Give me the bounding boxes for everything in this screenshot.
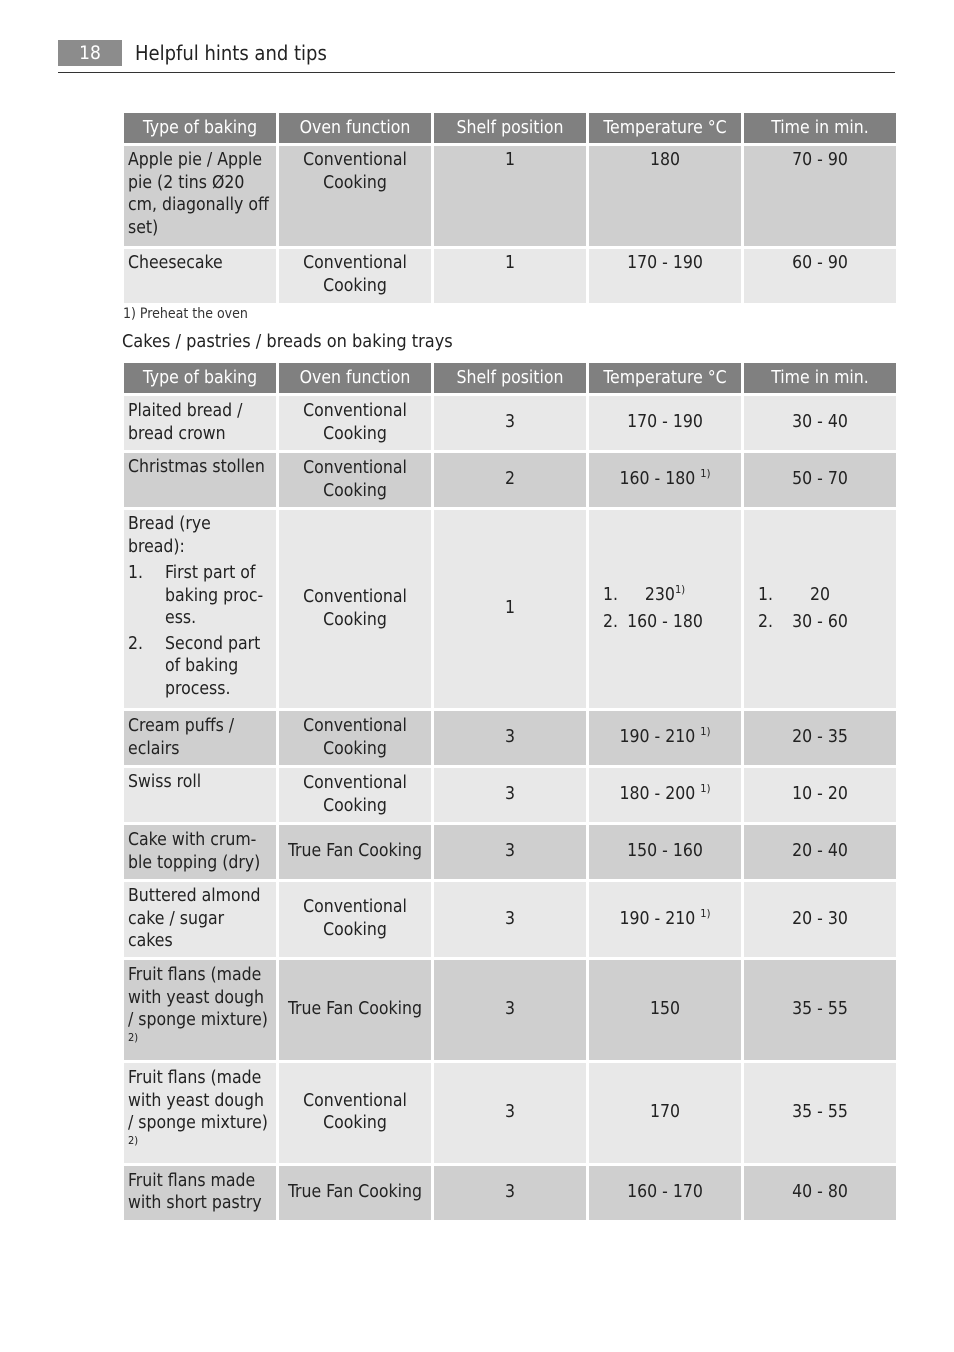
footnote-ref: 2): [128, 1133, 139, 1147]
cell-time: 20 - 40: [744, 825, 896, 879]
section-title: Helpful hints and tips: [135, 41, 327, 65]
cell-time: [744, 510, 896, 708]
header-type: Type of baking: [124, 363, 276, 393]
cell-temperature: 150: [589, 960, 741, 1060]
cell-temperature: [589, 768, 741, 822]
cell-temperature: [589, 711, 741, 765]
cell-type: Christmas stollen: [124, 453, 276, 507]
table-row: [124, 882, 896, 957]
list-item: [128, 633, 272, 701]
cell-type: [124, 510, 276, 708]
footnote-ref: 1): [700, 906, 711, 920]
cell-function: True Fan Cooking: [279, 960, 431, 1060]
cell-temperature: 170 - 190: [589, 249, 741, 303]
time-value: 20: [809, 584, 831, 605]
cell-temperature: 160 - 170: [589, 1166, 741, 1220]
footnote: 1) Preheat the oven: [123, 306, 248, 322]
cell-time: 20 - 35: [744, 711, 896, 765]
type-label: Fruit flans (made with yeast dough / sponge mixture): [128, 1068, 268, 1133]
cell-function: Conventional Cooking: [279, 249, 431, 303]
cell-function: Conventional Cooking: [279, 882, 431, 957]
cell-time: 30 - 40: [744, 396, 896, 450]
cell-function: Conventional Cooking: [279, 453, 431, 507]
cell-function: Conventional Cooking: [279, 1063, 431, 1163]
cell-temperature: [589, 453, 741, 507]
temperature-value: 230: [644, 584, 675, 605]
baking-table-1: [121, 110, 899, 306]
table-row: [124, 146, 896, 246]
cell-shelf: 3: [434, 768, 586, 822]
cell-function: True Fan Cooking: [279, 825, 431, 879]
step-text: First part of baking proc-ess.: [165, 563, 264, 628]
type-label: Bread (rye bread):: [128, 514, 211, 557]
time-line: [748, 582, 892, 609]
cell-shelf: 2: [434, 453, 586, 507]
header-shelf: Shelf position: [434, 363, 586, 393]
cell-type: Apple pie / Apple pie (2 tins Ø20 cm, diagonally off set): [124, 146, 276, 246]
cell-function: Conventional Cooking: [279, 146, 431, 246]
cell-time: 70 - 90: [744, 146, 896, 246]
step-number: 2.: [603, 611, 619, 632]
cell-shelf: 1: [434, 249, 586, 303]
cell-shelf: 3: [434, 396, 586, 450]
cell-time: 60 - 90: [744, 249, 896, 303]
temperature-value: 160 - 180: [627, 611, 703, 632]
cell-type: Swiss roll: [124, 768, 276, 822]
cell-type: Cream puffs / eclairs: [124, 711, 276, 765]
table-row: [124, 768, 896, 822]
cell-temperature: [589, 882, 741, 957]
type-label: Fruit flans (made with yeast dough / sponge mixture): [128, 965, 268, 1030]
header-shelf: Shelf position: [434, 113, 586, 143]
cell-time: 10 - 20: [744, 768, 896, 822]
header-type: Type of baking: [124, 113, 276, 143]
cell-type: [124, 960, 276, 1060]
footnote-ref: 2): [128, 1030, 139, 1044]
cell-temperature: [589, 510, 741, 708]
header-temperature: Temperature °C: [589, 113, 741, 143]
temp-line: [593, 582, 737, 609]
temperature-value: 190 - 210: [619, 727, 696, 748]
cell-shelf: 3: [434, 825, 586, 879]
header-function: Oven function: [279, 113, 431, 143]
header-time: Time in min.: [744, 363, 896, 393]
cell-shelf: 3: [434, 882, 586, 957]
step-number: 2.: [758, 611, 774, 632]
temperature-value: 160 - 180: [619, 469, 696, 490]
cell-function: True Fan Cooking: [279, 1166, 431, 1220]
cell-function: Conventional Cooking: [279, 396, 431, 450]
cell-temperature: 170 - 190: [589, 396, 741, 450]
header-temperature: Temperature °C: [589, 363, 741, 393]
list-item: [128, 562, 272, 630]
table-header-row: [124, 113, 896, 143]
cell-shelf: 3: [434, 1166, 586, 1220]
cell-time: 35 - 55: [744, 960, 896, 1060]
cell-shelf: 1: [434, 146, 586, 246]
cell-function: Conventional Cooking: [279, 510, 431, 708]
header-time: Time in min.: [744, 113, 896, 143]
footnote-ref: 1): [700, 467, 711, 481]
cell-shelf: 3: [434, 711, 586, 765]
table-row: [124, 510, 896, 708]
cell-type: Cake with crum-ble topping (dry): [124, 825, 276, 879]
step-number: 1.: [128, 563, 144, 583]
cell-shelf: 3: [434, 1063, 586, 1163]
temp-line: [593, 609, 737, 636]
cell-temperature: 180: [589, 146, 741, 246]
step-list: [128, 562, 272, 700]
footnote-ref: 1): [700, 782, 711, 796]
time-line: [748, 609, 892, 636]
table-row: [124, 1063, 896, 1163]
time-value: 30 - 60: [792, 611, 848, 632]
cell-function: Conventional Cooking: [279, 768, 431, 822]
step-number: 1.: [758, 584, 774, 605]
cell-type: Fruit flans made with short pastry: [124, 1166, 276, 1220]
table-row: [124, 711, 896, 765]
cell-time: 35 - 55: [744, 1063, 896, 1163]
footnote-ref: 1): [700, 725, 711, 739]
cell-type: Buttered almond cake / sugar cakes: [124, 882, 276, 957]
table-row: [124, 249, 896, 303]
cell-type: [124, 1063, 276, 1163]
temperature-value: 190 - 210: [619, 908, 696, 929]
table-row: [124, 453, 896, 507]
cell-temperature: 170: [589, 1063, 741, 1163]
step-number: 1.: [603, 584, 619, 605]
cell-time: 50 - 70: [744, 453, 896, 507]
step-number: 2.: [128, 633, 144, 654]
cell-type: Plaited bread / bread crown: [124, 396, 276, 450]
subheading: Cakes / pastries / breads on baking trays: [122, 331, 453, 352]
footnote-ref: 1): [674, 582, 686, 596]
cell-function: Conventional Cooking: [279, 711, 431, 765]
temperature-value: 180 - 200: [619, 784, 696, 805]
table-row: [124, 396, 896, 450]
baking-table-2: [121, 360, 899, 1223]
cell-shelf: 3: [434, 960, 586, 1060]
page-number: 18: [58, 40, 122, 66]
cell-temperature: 150 - 160: [589, 825, 741, 879]
cell-time: 20 - 30: [744, 882, 896, 957]
table-row: [124, 960, 896, 1060]
cell-type: Cheesecake: [124, 249, 276, 303]
step-text: Second part of baking process.: [165, 633, 261, 699]
table-header-row: [124, 363, 896, 393]
cell-shelf: 1: [434, 510, 586, 708]
cell-time: 40 - 80: [744, 1166, 896, 1220]
table-row: [124, 825, 896, 879]
header-function: Oven function: [279, 363, 431, 393]
page-header: [58, 40, 895, 73]
table-row: [124, 1166, 896, 1220]
